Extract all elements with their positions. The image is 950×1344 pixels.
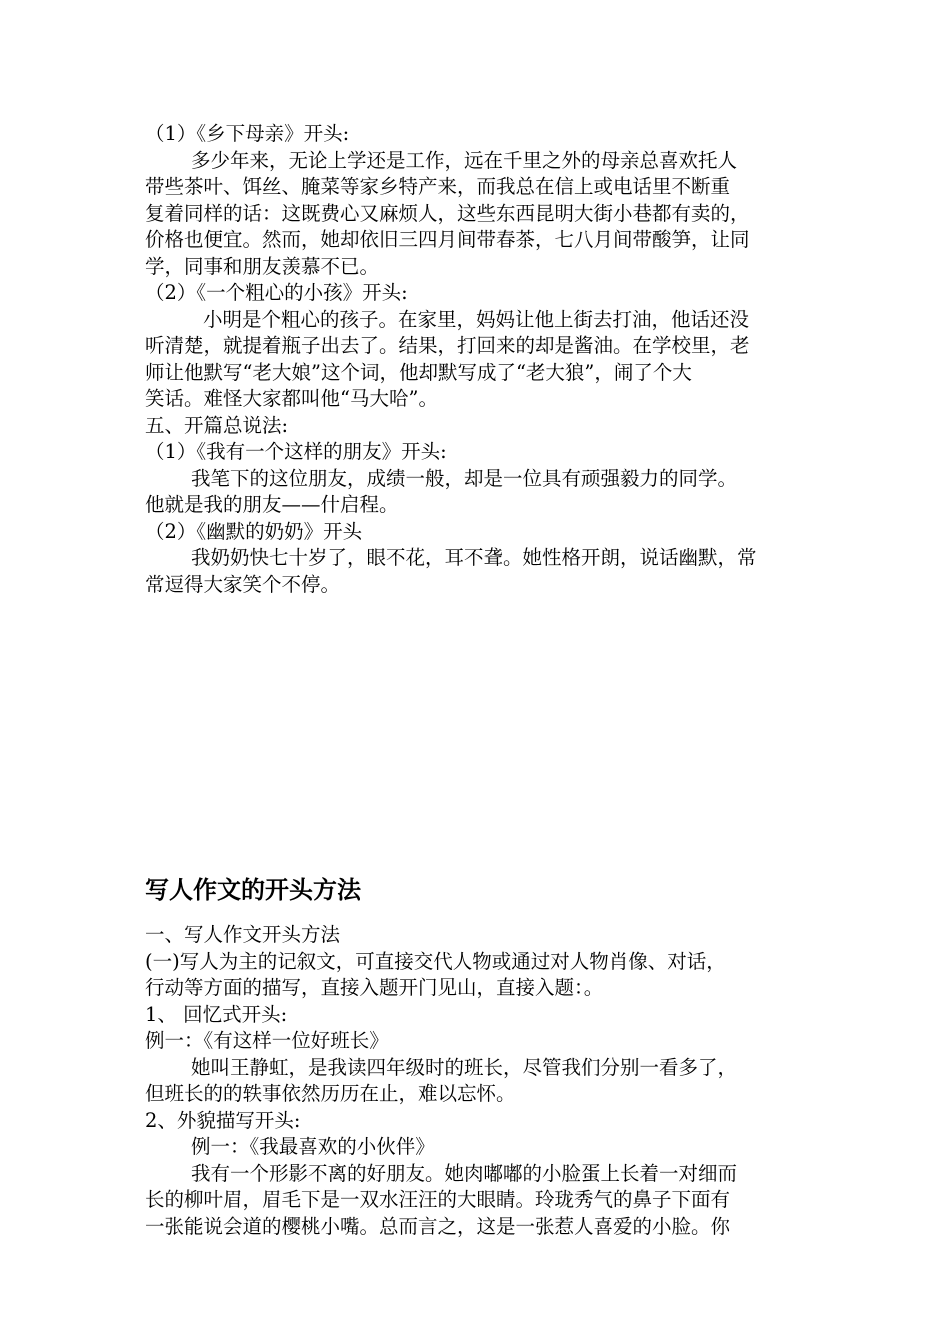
top-text-block	[145, 121, 810, 598]
item2-line-1: 小明是个粗心的孩子。在家里，妈妈让他上街去打油，他话还没	[203, 307, 750, 331]
item1-line-5: 学，同事和朋友羡慕不已。	[145, 254, 380, 278]
item2-line-2: 听清楚，就提着瓶子出去了。结果，打回来的却是酱油。在学校里，老	[145, 334, 750, 357]
item1-title: （1）《乡下母亲》开头:	[145, 122, 350, 145]
item3-title: （1）《我有一个这样的朋友》开头:	[145, 440, 447, 463]
item4-line-2: 常逗得大家笑个不停。	[145, 572, 341, 596]
example1-line-2: 但班长的的轶事依然历历在止，难以忘怀。	[145, 1082, 516, 1105]
item4-line-1: 我奶奶快七十岁了，眼不花，耳不聋。她性格开朗，说话幽默，常	[191, 546, 757, 569]
item4-title: （2）《幽默的奶奶》开头	[145, 519, 363, 543]
point2-title: 2、外貌描写开头:	[145, 1108, 301, 1132]
item2-line-4: 笑话。难怪大家都叫他“马大哈”。	[145, 387, 438, 410]
section-heading: 写人作文的开头方法	[145, 876, 361, 904]
item1-line-3: 复着同样的话：这既费心又麻烦人，这些东西昆明大街小巷都有卖的，	[145, 201, 750, 225]
item3-line-2: 他就是我的朋友——什启程。	[145, 493, 399, 516]
example1-line-1: 她叫王静虹，是我读四年级时的班长，尽管我们分别一看多了，	[191, 1055, 738, 1079]
example1-title: 例一：《有这样一位好班长》	[145, 1029, 389, 1052]
example2-line-3: 一张能说会道的樱桃小嘴。总而言之，这是一张惹人喜爱的小脸。你	[145, 1214, 731, 1238]
section5-title: 五、开篇总说法:	[145, 413, 289, 437]
point1-title: 1、 回忆式开头:	[145, 1002, 288, 1026]
item2-line-3: 师让他默写“老大娘”这个词，他却默写成了“老大狼”，闹了个大	[145, 360, 692, 384]
example2-title: 例一：《我最喜欢的小伙伴》	[191, 1135, 435, 1158]
intro-line-1: (一)写人为主的记叙文，可直接交代人物或通过对人物肖像、对话，	[145, 949, 726, 973]
item3-line-1: 我笔下的这位朋友，成绩一般，却是一位具有顽强毅力的同学。	[191, 466, 738, 490]
item2-title: （2）《一个粗心的小孩》开头:	[145, 281, 408, 304]
example2-line-1: 我有一个形影不离的好朋友。她肉嘟嘟的小脸蛋上长着一对细而	[191, 1161, 738, 1185]
intro-line-2: 行动等方面的描写，直接入题开门见山，直接入题：。	[145, 976, 604, 999]
item1-line-2: 带些茶叶、饵丝、腌菜等家乡特产来，而我总在信上或电话里不断重	[145, 175, 731, 198]
bottom-text-block	[145, 922, 810, 1240]
item1-line-4: 价格也便宜。然而，她却依旧三四月间带春茶，七八月间带酸笋，让同	[145, 228, 750, 251]
subsection-title: 一、写人作文开头方法	[145, 923, 341, 946]
item1-line-1: 多少年来，无论上学还是工作，远在千里之外的母亲总喜欢托人	[191, 148, 738, 172]
example2-line-2: 长的柳叶眉，眉毛下是一双水汪汪的大眼睛。玲珑秀气的鼻子下面有	[145, 1188, 731, 1211]
